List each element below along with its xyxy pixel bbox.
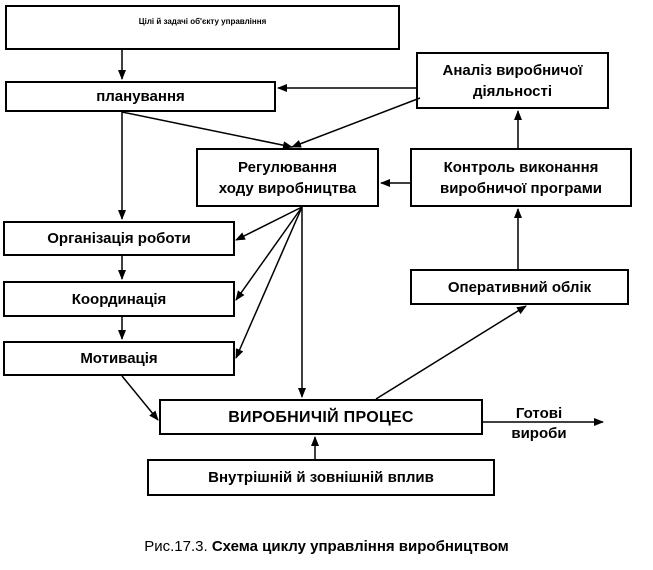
regulation-label: Регулювання ходу виробництва	[218, 158, 357, 197]
figure-caption-title: Схема циклу управління виробництвом	[211, 538, 509, 555]
analysis-label: Аналіз виробничої діяльності	[442, 61, 583, 100]
arrow-regulation-motivation	[236, 207, 302, 358]
coordination-label: Координація	[71, 290, 167, 308]
arrow-planning-regulation	[122, 112, 292, 147]
goals-label: Цілі й задачі об'єкту управління	[138, 17, 267, 26]
influence-label: Внутрішній й зовнішній вплив	[208, 469, 434, 486]
operational-accounting-label: Оперативний облік	[447, 278, 592, 296]
arrow-motivation-process	[122, 376, 158, 420]
figure-caption-prefix: Рис.17.3.	[144, 538, 212, 555]
arrow-analysis-regulation	[292, 98, 420, 147]
arrow-regulation-coordination	[236, 207, 302, 300]
motivation-label: Мотивація	[80, 350, 158, 367]
arrow-regulation-organization	[236, 207, 302, 240]
planning-label: планування	[96, 88, 185, 105]
arrow-process-accounting	[376, 306, 526, 399]
finished-goods-label: Готові вироби	[511, 405, 567, 442]
production-process-label: ВИРОБНИЧІЙ ПРОЦЕС	[228, 408, 414, 426]
control-label: Контроль виконання виробничої програми	[439, 158, 603, 197]
organization-label: Організація роботи	[47, 230, 191, 247]
